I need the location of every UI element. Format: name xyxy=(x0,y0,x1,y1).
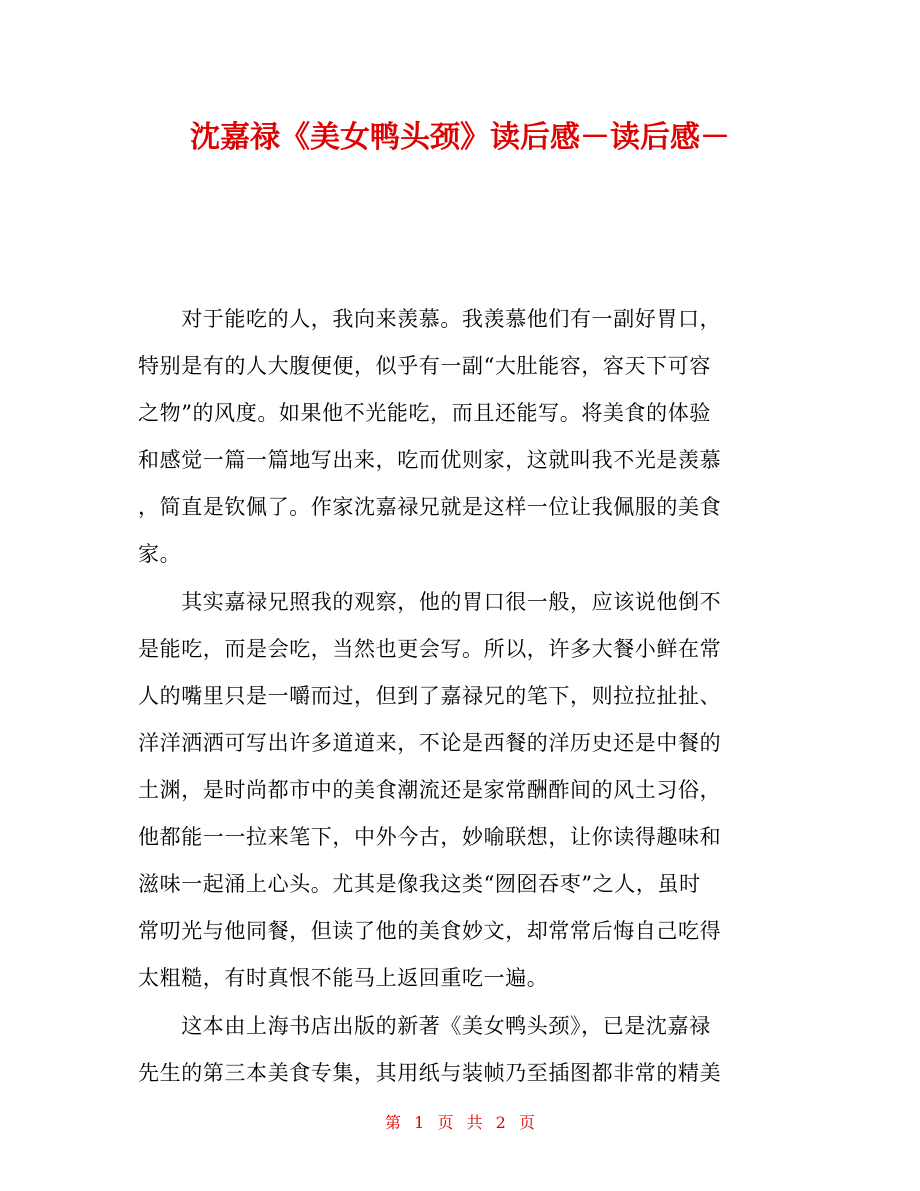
body-line-4: 和感觉一篇一篇地写出来，吃而优则家，这就叫我不光是羡慕 xyxy=(138,448,722,472)
body-line-5: ，简直是钦佩了。作家沈嘉禄兄就是这样一位让我佩服的美食 xyxy=(138,495,722,519)
body-line-15: 太粗糙，有时真恨不能马上返回重吃一遍。 xyxy=(138,966,549,990)
body-line-13: 滋味一起涌上心头。尤其是像我这类“囫囵吞枣”之人，虽时 xyxy=(138,872,701,896)
body-line-8: 是能吃，而是会吃，当然也更会写。所以，许多大餐小鲜在常 xyxy=(138,637,722,661)
body-line-7: 其实嘉禄兄照我的观察，他的胃口很一般，应该说他倒不 xyxy=(138,590,722,614)
document-title: 沈嘉禄《美女鸭头颈》读后感－读后感－ xyxy=(190,120,730,155)
footer-label-unit: 页 xyxy=(437,1113,454,1132)
body-line-11: 土渊，是时尚都市中的美食潮流还是家常酬酢间的风土习俗， xyxy=(138,778,722,802)
body-line-1: 对于能吃的人，我向来羡慕。我羡慕他们有一副好胃口， xyxy=(138,307,722,331)
body-line-6: 家。 xyxy=(138,542,182,566)
footer-total-pages: 2 xyxy=(495,1113,506,1132)
footer-label-unit-end: 页 xyxy=(518,1113,535,1132)
footer-label-total: 共 xyxy=(466,1113,483,1132)
body-line-2: 特别是有的人大腹便便，似乎有一副“大肚能容，容天下可容 xyxy=(138,354,711,378)
body-line-14: 常叨光与他同餐，但读了他的美食妙文，却常常后悔自己吃得 xyxy=(138,919,722,943)
body-line-16: 这本由上海书店出版的新著《美女鸭头颈》，已是沈嘉禄 xyxy=(138,1014,711,1038)
body-line-3: 之物”的风度。如果他不光能吃，而且还能写。将美食的体验 xyxy=(138,401,711,425)
body-line-9: 人的嘴里只是一嚼而过，但到了嘉禄兄的笔下，则拉拉扯扯、 xyxy=(138,684,722,708)
footer-current-page: 1 xyxy=(414,1113,425,1132)
footer-label-page: 第 xyxy=(385,1113,402,1132)
body-line-10: 洋洋洒洒可写出许多道道来，不论是西餐的洋历史还是中餐的 xyxy=(138,731,722,755)
page-footer xyxy=(0,1111,920,1135)
body-line-12: 他都能一一拉来笔下，中外今古，妙喻联想，让你读得趣味和 xyxy=(138,825,722,849)
body-line-17: 先生的第三本美食专集，其用纸与装帧乃至插图都非常的精美 xyxy=(138,1061,722,1085)
